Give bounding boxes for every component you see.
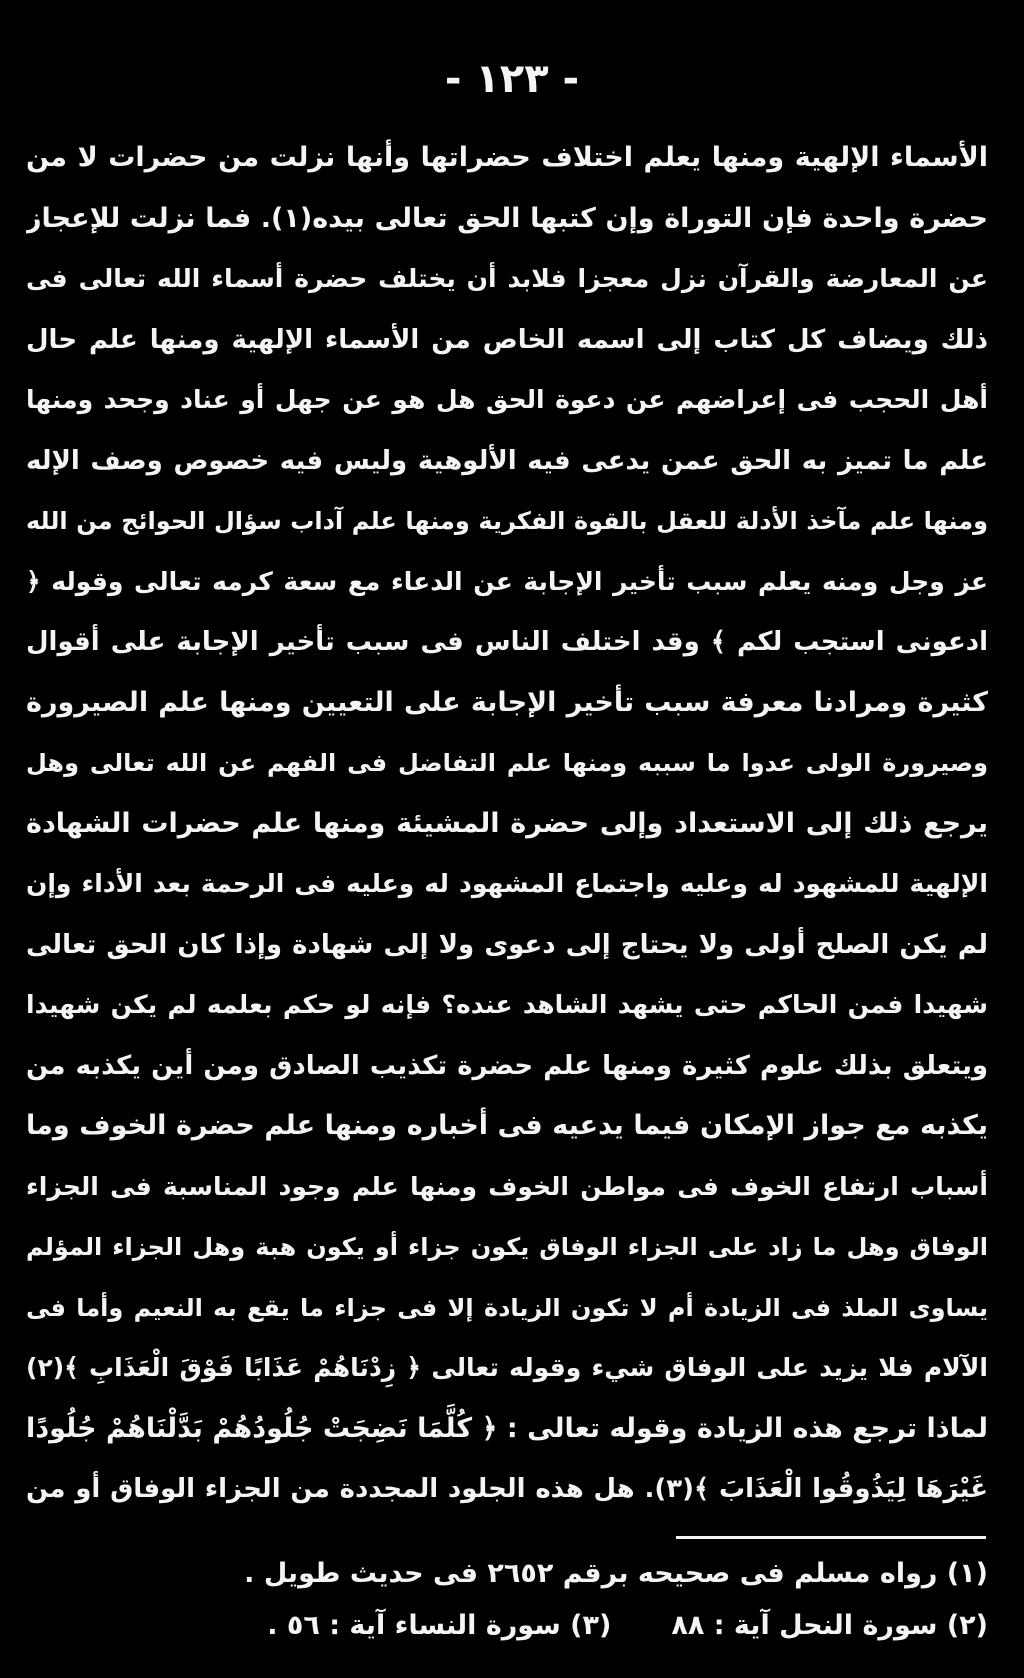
footnote-divider (676, 1536, 986, 1539)
body-text (26, 128, 988, 1520)
text-line: الوفاق وهل ما زاد على الجزاء الوفاق يكون جزاء أو يكون هبة وهل الجزاء المؤلم (26, 1233, 988, 1261)
text-line: غَيْرَهَا لِيَذُوقُوا الْعَذَابَ ﴾(٣). هل هذه الجلود المجددة من الجزاء الوفاق أو من (26, 1474, 988, 1504)
footnote-line (26, 1548, 988, 1600)
text-line: الإلهية للمشهود له وعليه واجتماع المشهود له وعليه فى الرحمة بعد الأداء وإن (26, 869, 988, 898)
text-line: عز وجل ومنه يعلم سبب تأخير الإجابة عن الدعاء مع سعة كرمه تعالى وقوله ﴿ (26, 566, 988, 596)
text-line: حضرة واحدة فإن التوراة وإن كتبها الحق تعالى بيده(١). فما نزلت للإعجاز (26, 202, 988, 234)
footnote-3: (٣) سورة النساء آية : ٥٦ . (267, 1610, 612, 1641)
footnote-2: (٢) سورة النحل آية : ٨٨ (671, 1610, 988, 1641)
text-line: عن المعارضة والقرآن نزل معجزا فلابد أن يختلف حضرة أسماء الله تعالى فى (26, 264, 988, 293)
text-line: لم يكن الصلح أولى ولا يحتاج إلى دعوى ولا إلى شهادة وإذا كان الحق تعالى (26, 929, 988, 960)
text-line: ويتعلق بذلك علوم كثيرة ومنها علم حضرة تكذيب الصادق ومن أين يكذبه من (26, 1050, 988, 1081)
text-line: يكذبه مع جواز الإمكان فيما يدعيه فى أخباره ومنها علم حضرة الخوف وما (26, 1110, 988, 1141)
text-line: الآلام فلا يزيد على الوفاق شيء وقوله تعالى ﴿ زِدْنَاهُمْ عَذَابًا فَوْقَ الْعَذَابِ ﴾(٢) (26, 1353, 988, 1382)
text-line: لماذا ترجع هذه الزيادة وقوله تعالى : ﴿ كُلَّمَا نَضِجَتْ جُلُودُهُمْ بَدَّلْنَاهُمْ جُلُودًا (26, 1412, 988, 1444)
text-line: الأسماء الإلهية ومنها يعلم اختلاف حضراتها وأنها نزلت من حضرات لا من (26, 142, 988, 173)
text-line: ومنها علم مآخذ الأدلة للعقل بالقوة الفكرية ومنها علم آداب سؤال الحوائج من الله (26, 507, 988, 535)
text-line: أسباب ارتفاع الخوف فى مواطن الخوف ومنها علم وجود المناسبة فى الجزاء (26, 1171, 988, 1201)
footnote-line (26, 1600, 988, 1652)
text-line: يساوى الملذ فى الزيادة أم لا تكون الزيادة إلا فى جزاء ما يقع به النعيم وأما فى (26, 1293, 988, 1322)
page-number: - ١٢٣ - (444, 56, 580, 102)
text-line: أهل الحجب فى إعراضهم عن دعوة الحق هل هو عن جهل أو عناد وجحد ومنها (26, 385, 988, 414)
text-line: يرجع ذلك إلى الاستعداد وإلى حضرة المشيئة ومنها علم حضرات الشهادة (26, 807, 988, 839)
text-line: علم ما تميز به الحق عمن يدعى فيه الألوهية وليس فيه خصوص وصف الإله (26, 445, 988, 476)
text-line: وصيرورة الولى عدوا ما سببه ومنها علم التفاضل فى الفهم عن الله تعالى وهل (26, 749, 988, 777)
text-line: ادعونى استجب لكم ﴾ وقد اختلف الناس فى سبب تأخير الإجابة على أقوال (26, 627, 988, 657)
text-line: شهيدا فمن الحاكم حتى يشهد الشاهد عنده؟ فإنه لو حكم بعلمه لم يكن شهيدا (26, 990, 988, 1019)
footnotes (26, 1548, 988, 1652)
footnote-1: (١) رواه مسلم فى صحيحه برقم ٢٦٥٢ فى حديث طويل . (244, 1558, 988, 1589)
text-line: ذلك ويضاف كل كتاب إلى اسمه الخاص من الأسماء الإلهية ومنها علم حال (26, 324, 988, 355)
text-line: كثيرة ومرادنا معرفة سبب تأخير الإجابة على التعيين ومنها علم الصيرورة (26, 686, 988, 718)
